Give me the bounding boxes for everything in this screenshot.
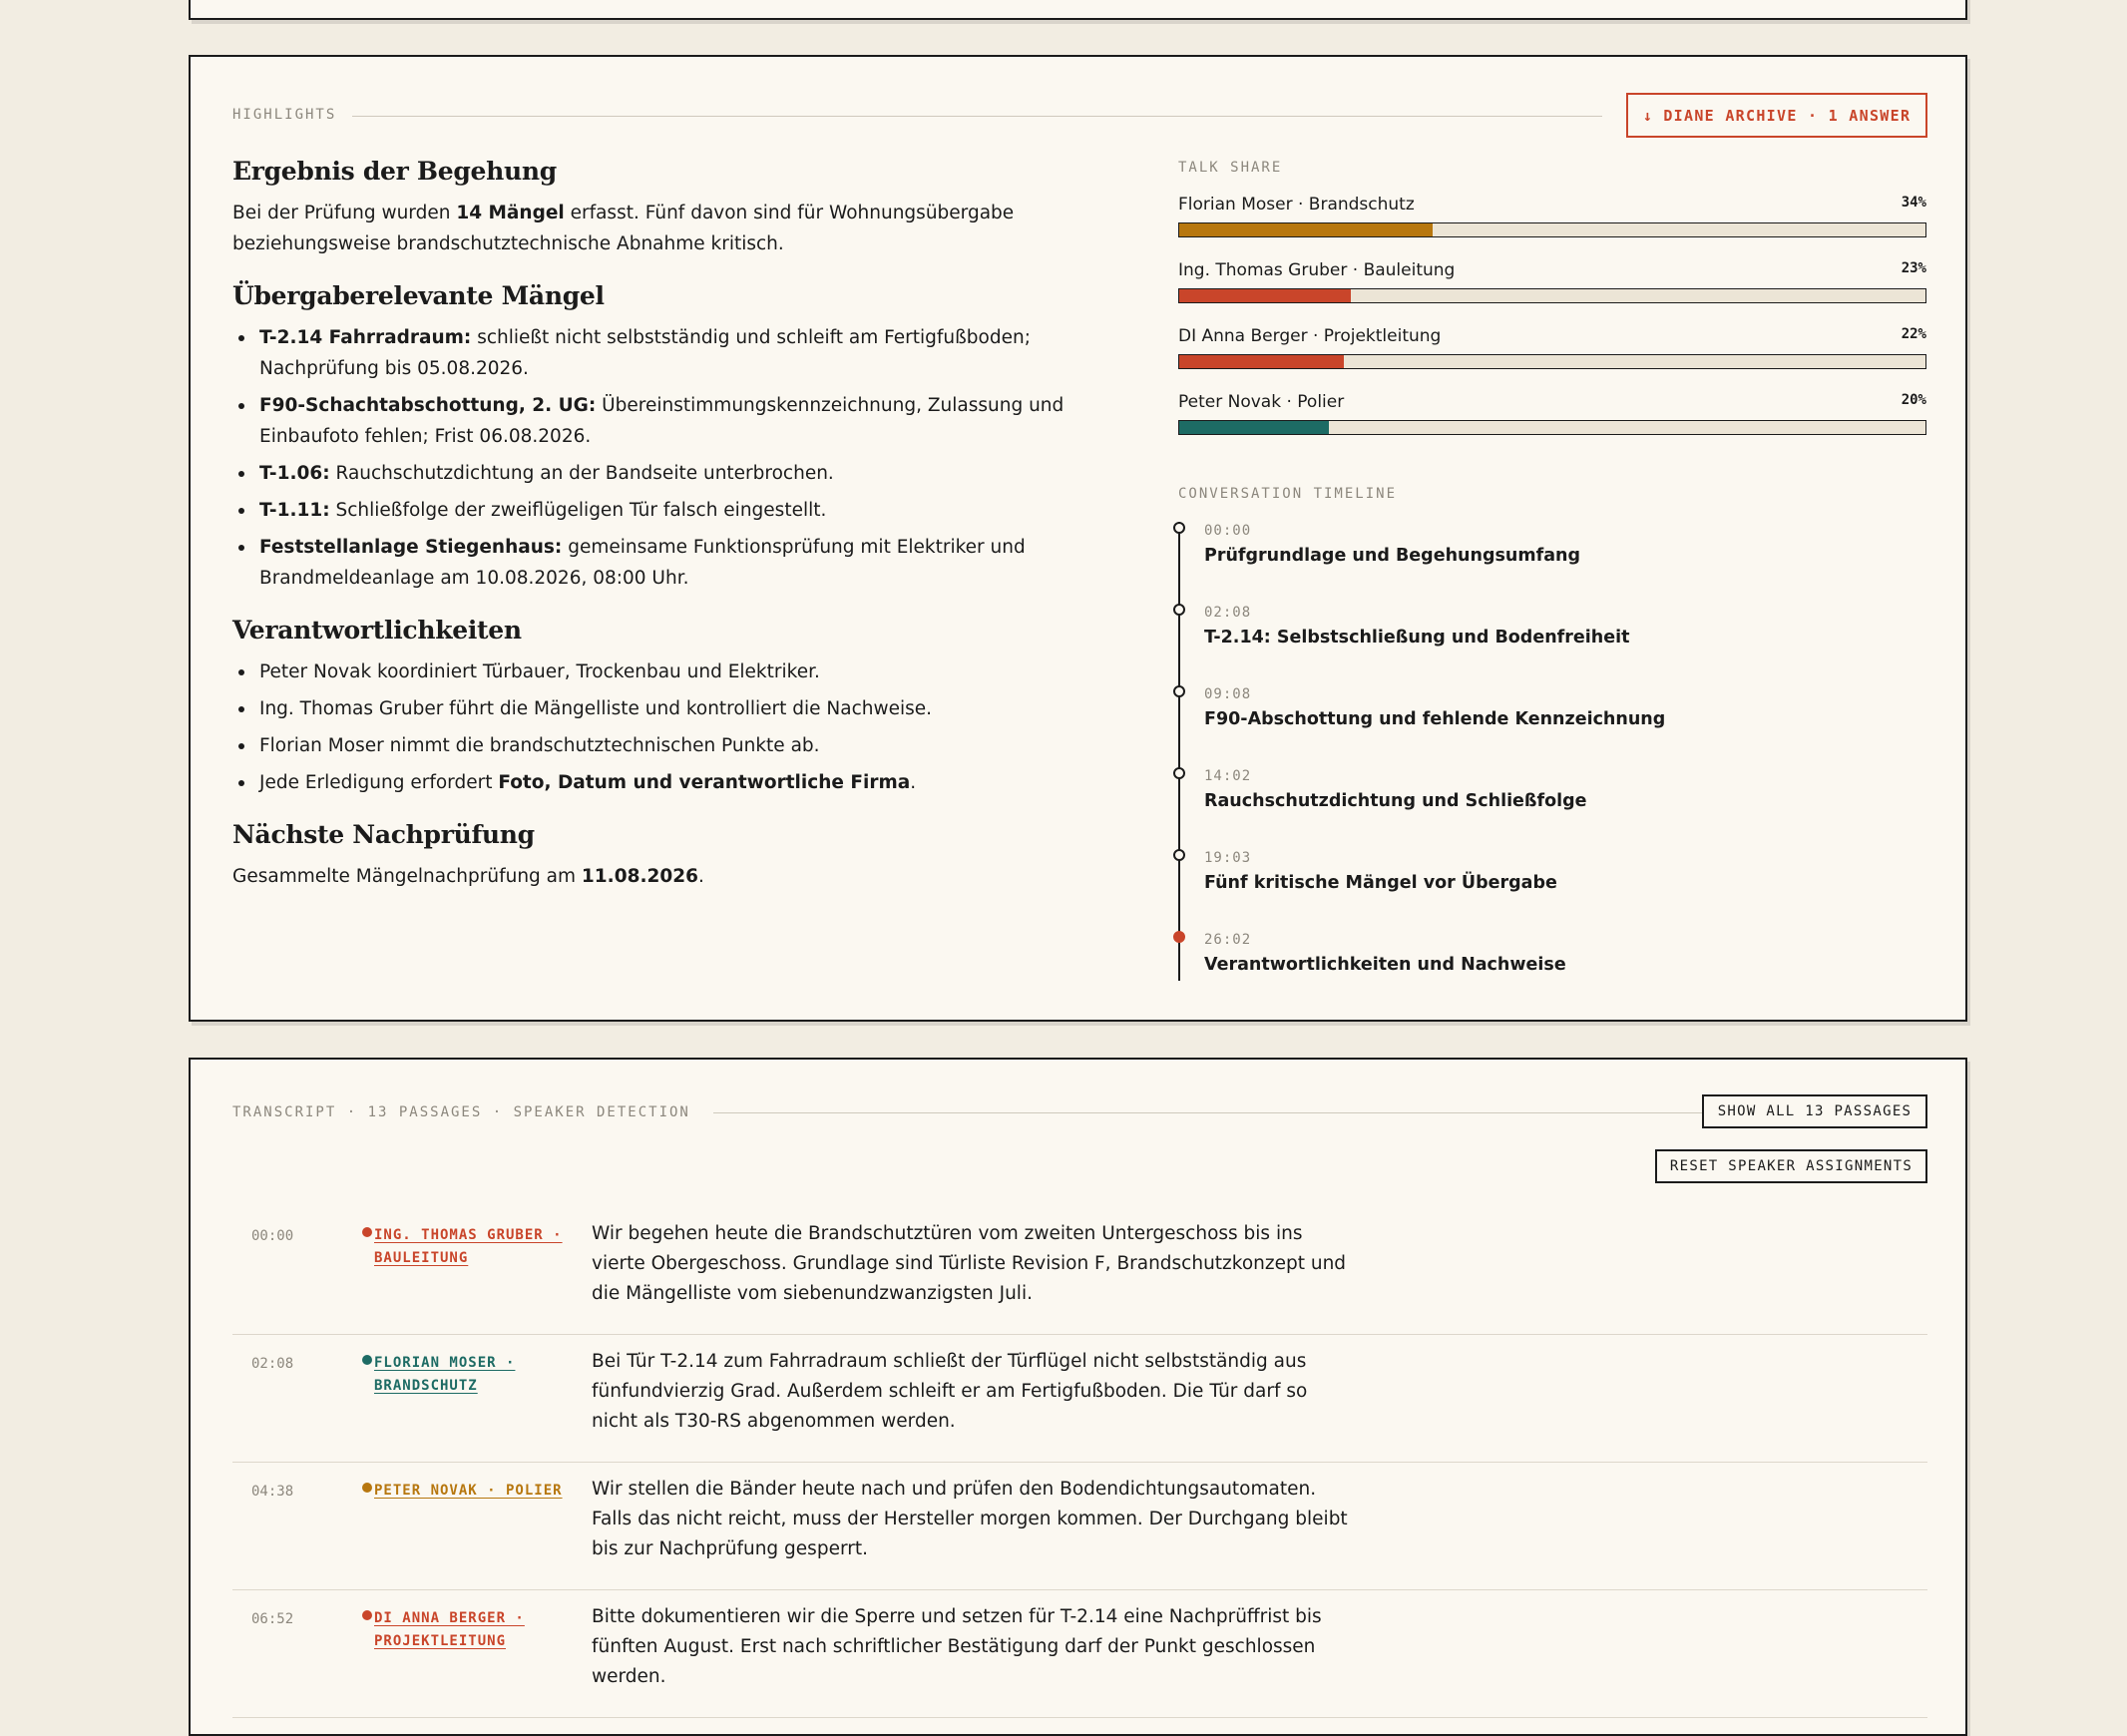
timeline-title: F90-Abschottung und fehlende Kennzeichnung <box>1204 709 1666 729</box>
transcript-passage <box>232 1335 1927 1463</box>
defects-heading: Übergaberelevante Mängel <box>232 281 605 310</box>
defect-item: T-1.11: Schließfolge der zweiflügeligen Tür falsch eingestellt. <box>232 495 1100 526</box>
talk-share-fill <box>1179 421 1329 434</box>
diane-archive-button[interactable]: ↓ DIANE ARCHIVE · 1 ANSWER <box>1626 93 1927 138</box>
talk-share-fill <box>1179 223 1433 236</box>
speaker-percent: 22% <box>1901 326 1926 342</box>
timeline-title: T-2.14: Selbstschließung und Bodenfreiheit <box>1204 628 1630 648</box>
speaker-dot <box>362 1227 372 1237</box>
speaker-percent: 34% <box>1901 195 1926 211</box>
passage-time: 06:52 <box>251 1611 294 1627</box>
timeline-dot <box>1173 604 1185 616</box>
responsibilities-list <box>232 656 1100 798</box>
show-all-passages-button[interactable]: SHOW ALL 13 PASSAGES <box>1702 1094 1927 1128</box>
talk-share-row <box>1178 392 1926 458</box>
transcript-passage <box>232 1207 1927 1335</box>
responsibilities-heading: Verantwortlichkeiten <box>232 616 522 645</box>
passage-time: 00:00 <box>251 1228 294 1244</box>
transcript-label: TRANSCRIPT · 13 PASSAGES · SPEAKER DETECTION <box>232 1104 690 1120</box>
timeline-dot <box>1173 849 1185 861</box>
speaker-name: Ing. Thomas Gruber · Bauleitung <box>1178 260 1456 280</box>
speaker-percent: 20% <box>1901 392 1926 408</box>
speaker-dot <box>362 1483 372 1493</box>
defect-item: F90-Schachtabschottung, 2. UG: Übereinstimmungskennzeichnung, Zulassung und Einbaufoto fehlen; Frist 06.08.2026. <box>232 390 1100 452</box>
talk-share-fill <box>1179 355 1344 368</box>
defect-item: T-2.14 Fahrradraum: schließt nicht selbstständig und schleift am Fertigfußboden; Nachprüfung bis 05.08.2026. <box>232 322 1100 384</box>
timeline-dot <box>1173 522 1185 534</box>
next-inspection-heading: Nächste Nachprüfung <box>232 820 535 849</box>
speaker-name: Peter Novak · Polier <box>1178 392 1345 412</box>
timeline-time: 19:03 <box>1204 850 1252 866</box>
previous-card <box>189 0 1967 20</box>
highlights-card <box>189 55 1967 1022</box>
speaker-dot <box>362 1610 372 1620</box>
responsibility-item: Jede Erledigung erfordert Foto, Datum und verantwortliche Firma. <box>232 767 1100 798</box>
talk-share-row <box>1178 195 1926 260</box>
timeline-title: Fünf kritische Mängel vor Übergabe <box>1204 873 1557 893</box>
timeline-dot <box>1173 767 1185 779</box>
talk-share-bar <box>1178 288 1926 303</box>
timeline-time: 14:02 <box>1204 768 1252 784</box>
speaker-percent: 23% <box>1901 260 1926 276</box>
timeline-line <box>1178 522 1180 981</box>
highlights-label: HIGHLIGHTS <box>232 107 337 123</box>
timeline-dot <box>1173 685 1185 697</box>
timeline-title: Verantwortlichkeiten und Nachweise <box>1204 955 1566 975</box>
timeline-time: 00:00 <box>1204 523 1252 539</box>
timeline-label: CONVERSATION TIMELINE <box>1178 486 1398 502</box>
timeline-time: 09:08 <box>1204 686 1252 702</box>
speaker-name: Florian Moser · Brandschutz <box>1178 195 1415 215</box>
speaker-link[interactable]: ING. THOMAS GRUBER · BAULEITUNG <box>374 1227 563 1266</box>
transcript-rule <box>713 1112 1711 1113</box>
defects-list <box>232 322 1100 594</box>
responsibility-item: Peter Novak koordiniert Türbauer, Trockenbau und Elektriker. <box>232 656 1100 687</box>
passage-text: Wir stellen die Bänder heute nach und prüfen den Bodendichtungsautomaten. Falls das nicht reicht, muss der Hersteller morgen kommen. Der Durchgang bleibt bis zur Nachprüfung gesperrt. <box>592 1479 1348 1559</box>
passage-time: 04:38 <box>251 1484 294 1500</box>
talk-share-row <box>1178 260 1926 326</box>
responsibility-item: Ing. Thomas Gruber führt die Mängelliste und kontrolliert die Nachweise. <box>232 693 1100 724</box>
highlights-summary <box>232 157 1100 914</box>
result-text: Bei der Prüfung wurden 14 Mängel erfasst. Fünf davon sind für Wohnungsübergabe beziehungsweise brandschutztechnische Abnahme kritisch. <box>232 203 1015 254</box>
speaker-link[interactable]: PETER NOVAK · POLIER <box>374 1483 563 1499</box>
talk-share-bar <box>1178 222 1926 237</box>
responsibility-item: Florian Moser nimmt die brandschutztechnischen Punkte ab. <box>232 730 1100 761</box>
reset-speaker-assignments-button[interactable]: RESET SPEAKER ASSIGNMENTS <box>1655 1149 1927 1183</box>
talk-share-row <box>1178 326 1926 392</box>
speaker-name: DI Anna Berger · Projektleitung <box>1178 326 1442 346</box>
timeline-title: Rauchschutzdichtung und Schließfolge <box>1204 791 1587 811</box>
next-inspection-text: Gesammelte Mängelnachprüfung am 11.08.2026. <box>232 866 704 887</box>
talk-share-fill <box>1179 289 1351 302</box>
passage-text: Wir begehen heute die Brandschutztüren vom zweiten Untergeschoss bis ins vierte Obergeschoss. Grundlage sind Türliste Revision F, Brandschutzkonzept und die Mängelliste vom siebenundzwanzigsten Juli. <box>592 1223 1347 1304</box>
speaker-dot <box>362 1355 372 1365</box>
passage-text: Bei Tür T-2.14 zum Fahrradraum schließt der Türflügel nicht selbstständig aus fünfundvierzig Grad. Außerdem schleift er am Fertigfußboden. Die Tür darf so nicht als T30-RS abgenommen werden. <box>592 1351 1308 1432</box>
timeline-time: 26:02 <box>1204 932 1252 948</box>
talk-share-label: TALK SHARE <box>1178 160 1283 176</box>
timeline-time: 02:08 <box>1204 605 1252 621</box>
defect-item: Feststellanlage Stiegenhaus: gemeinsame Funktionsprüfung mit Elektriker und Brandmeldeanlage am 10.08.2026, 08:00 Uhr. <box>232 532 1100 594</box>
passage-text: Bitte dokumentieren wir die Sperre und setzen für T-2.14 eine Nachprüffrist bis fünften August. Erst nach schriftlicher Bestätigung darf der Punkt geschlossen werden. <box>592 1606 1322 1687</box>
speaker-link[interactable]: FLORIAN MOSER · BRANDSCHUTZ <box>374 1355 516 1394</box>
transcript-passage <box>232 1590 1927 1718</box>
result-heading: Ergebnis der Begehung <box>232 157 557 186</box>
transcript-card <box>189 1058 1967 1736</box>
highlights-rule <box>352 116 1602 117</box>
transcript-passage <box>232 1463 1927 1590</box>
timeline-title: Prüfgrundlage und Begehungsumfang <box>1204 546 1580 566</box>
defect-item: T-1.06: Rauchschutzdichtung an der Bandseite unterbrochen. <box>232 458 1100 489</box>
timeline-dot <box>1173 931 1185 943</box>
conversation-timeline <box>1178 522 1926 1021</box>
passage-time: 02:08 <box>251 1356 294 1372</box>
talk-share-bar <box>1178 420 1926 435</box>
speaker-link[interactable]: DI ANNA BERGER · PROJEKTLEITUNG <box>374 1610 525 1649</box>
talk-share <box>1178 195 1926 458</box>
talk-share-bar <box>1178 354 1926 369</box>
